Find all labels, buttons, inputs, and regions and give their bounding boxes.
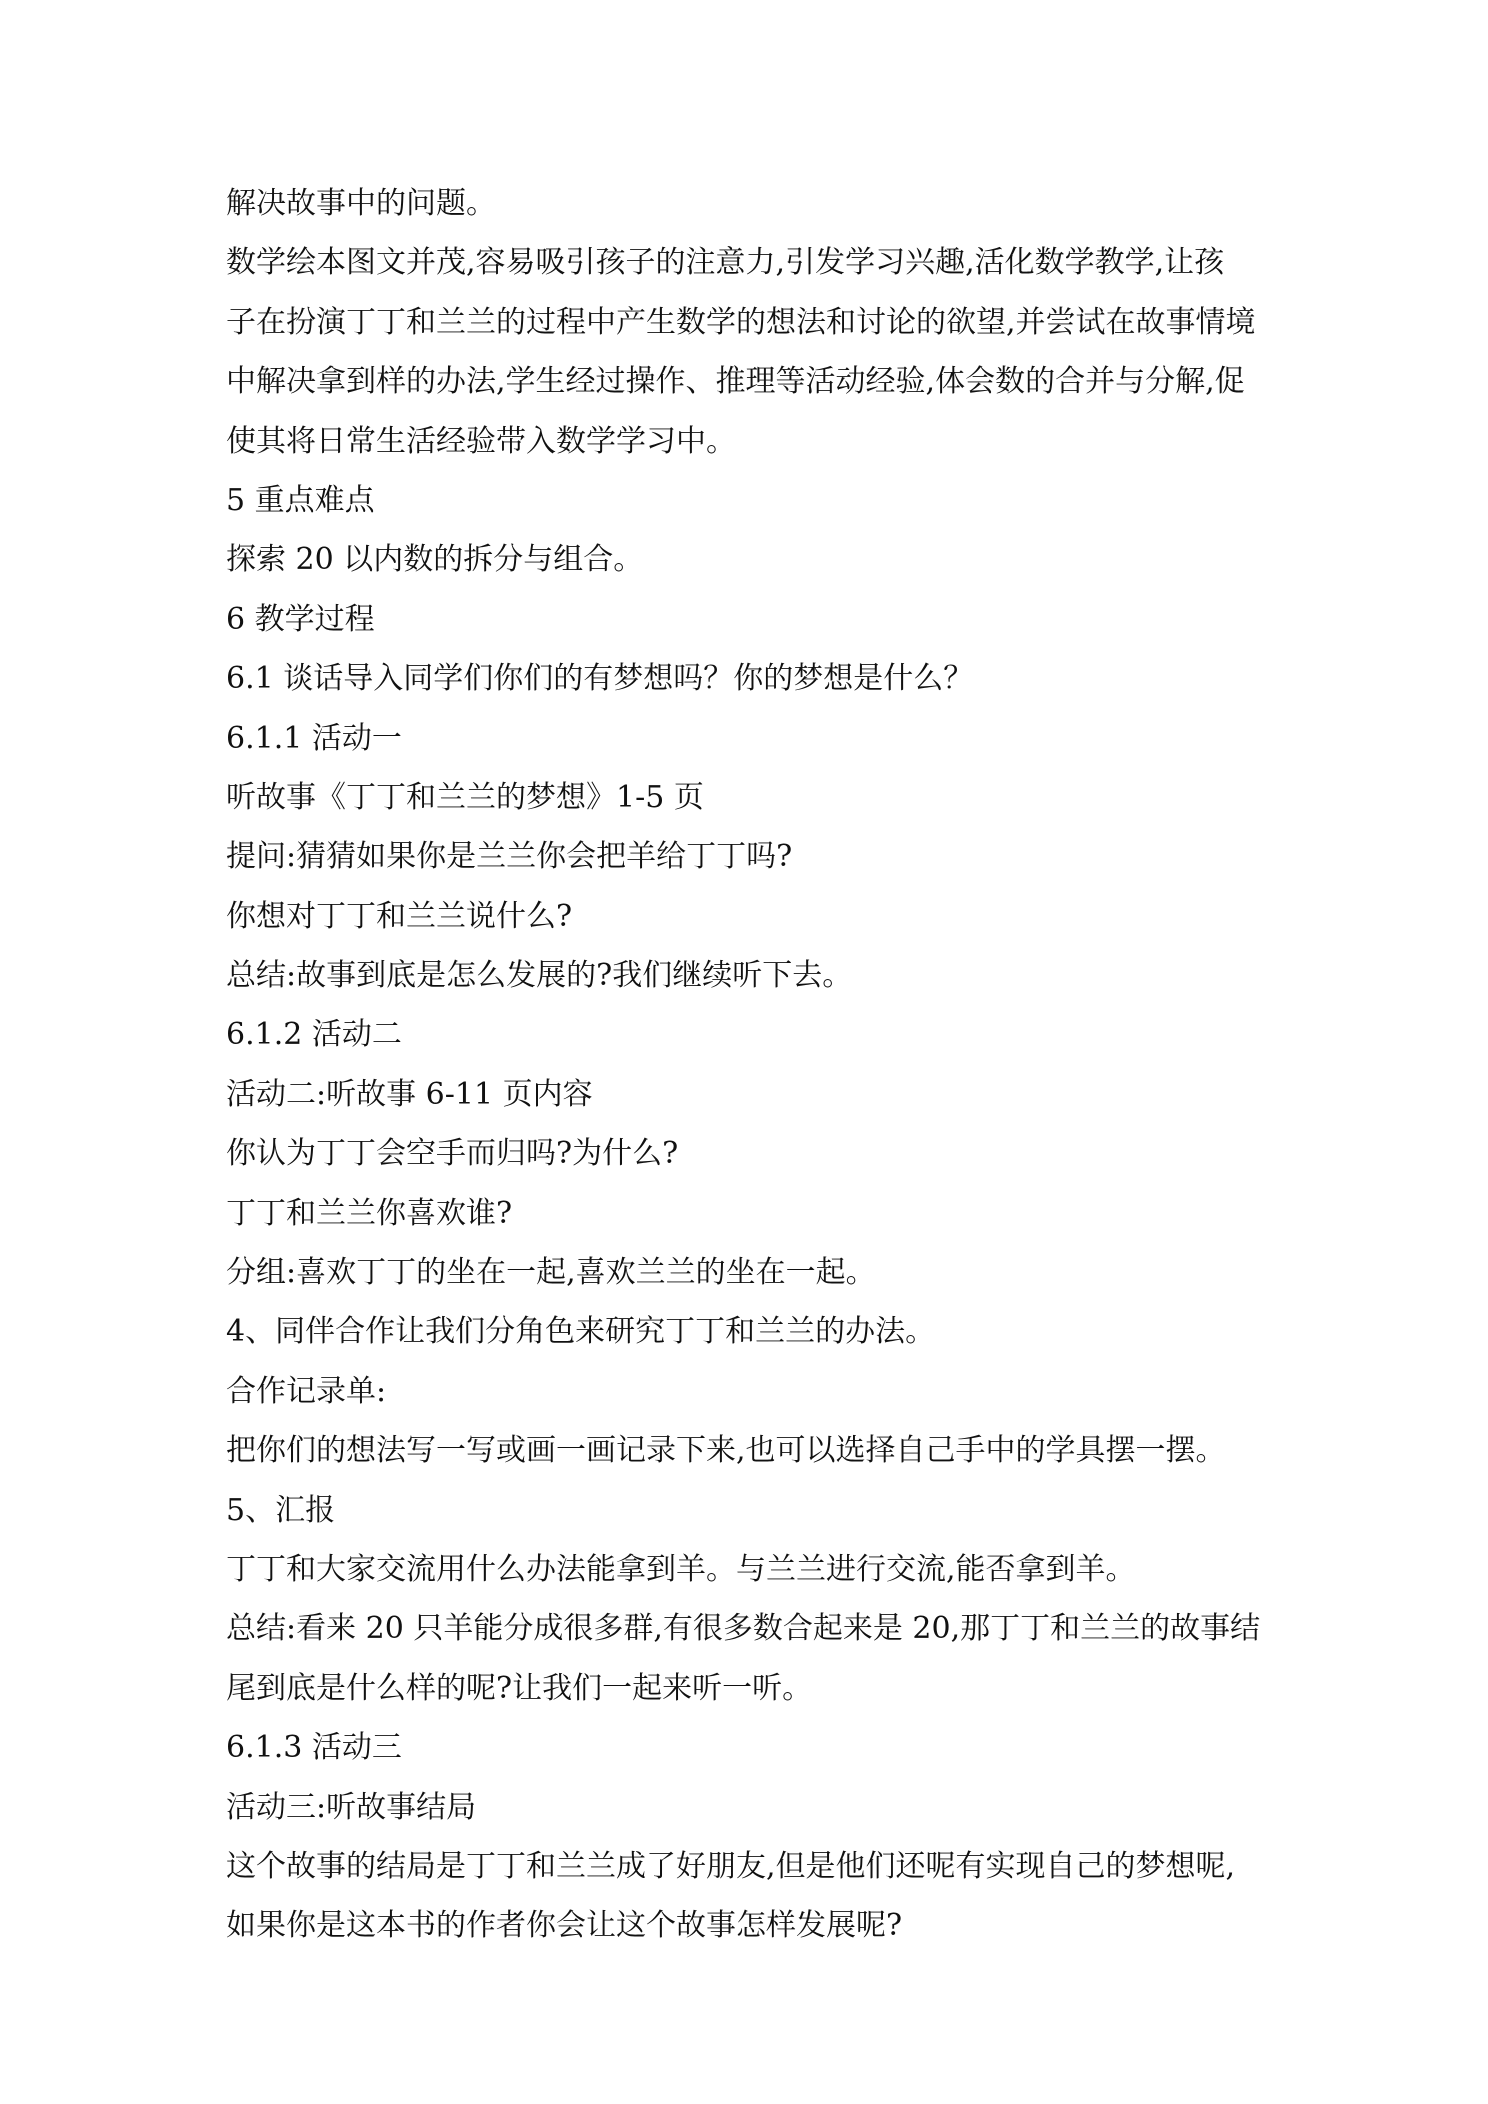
section-heading: 6 教学过程 <box>226 601 375 637</box>
paragraph-line: 尾到底是什么样的呢?让我们一起来听一听。 <box>226 1670 813 1706</box>
paragraph-line: 如果你是这本书的作者你会让这个故事怎样发展呢? <box>226 1908 903 1944</box>
section-heading: 5 重点难点 <box>226 482 375 518</box>
paragraph-line: 总结:看来 20 只羊能分成很多群,有很多数合起来是 20,那丁丁和兰兰的故事结 <box>226 1611 1261 1647</box>
section-heading: 6.1.3 活动三 <box>226 1730 402 1766</box>
paragraph-line: 丁丁和兰兰你喜欢谁? <box>226 1195 513 1231</box>
paragraph-line: 分组:喜欢丁丁的坐在一起,喜欢兰兰的坐在一起。 <box>226 1255 876 1291</box>
paragraph-line: 数学绘本图文并茂,容易吸引孩子的注意力,引发学习兴趣,活化数学教学,让孩 <box>226 245 1225 281</box>
paragraph-line: 中解决拿到样的办法,学生经过操作、推理等活动经验,体会数的合并与分解,促 <box>226 364 1245 400</box>
paragraph-line: 活动二:听故事 6-11 页内容 <box>226 1076 593 1112</box>
paragraph-line: 子在扮演丁丁和兰兰的过程中产生数学的想法和讨论的欲望,并尝试在故事情境 <box>226 304 1256 340</box>
paragraph-line: 总结:故事到底是怎么发展的?我们继续听下去。 <box>226 958 853 994</box>
section-heading: 6.1 谈话导入同学们你们的有梦想吗？你的梦想是什么？ <box>226 661 974 697</box>
paragraph-line: 活动三:听故事结局 <box>226 1789 477 1825</box>
paragraph-line: 你认为丁丁会空手而归吗?为什么? <box>226 1136 679 1172</box>
paragraph-line: 解决故事中的问题。 <box>226 186 496 221</box>
paragraph-line: 4、同伴合作让我们分角色来研究丁丁和兰兰的办法。 <box>226 1314 936 1350</box>
paragraph-line: 你想对丁丁和兰兰说什么? <box>226 898 573 934</box>
paragraph-line: 丁丁和大家交流用什么办法能拿到羊。与兰兰进行交流,能否拿到羊。 <box>226 1551 1136 1587</box>
paragraph-line: 提问:猜猜如果你是兰兰你会把羊给丁丁吗? <box>226 839 793 875</box>
paragraph-line: 5、汇报 <box>226 1492 336 1528</box>
paragraph-line: 这个故事的结局是丁丁和兰兰成了好朋友,但是他们还呢有实现自己的梦想呢, <box>226 1848 1236 1884</box>
section-heading: 6.1.1 活动一 <box>226 720 402 756</box>
paragraph-line: 合作记录单: <box>226 1373 387 1409</box>
paragraph-line: 听故事《丁丁和兰兰的梦想》1-5 页 <box>226 779 704 815</box>
section-heading: 6.1.2 活动二 <box>226 1017 402 1053</box>
document-body <box>226 174 1286 1956</box>
paragraph-line: 探索 20 以内数的拆分与组合。 <box>226 542 644 578</box>
paragraph-line: 使其将日常生活经验带入数学学习中。 <box>226 423 736 459</box>
paragraph-line: 把你们的想法写一写或画一画记录下来,也可以选择自己手中的学具摆一摆。 <box>226 1433 1226 1469</box>
